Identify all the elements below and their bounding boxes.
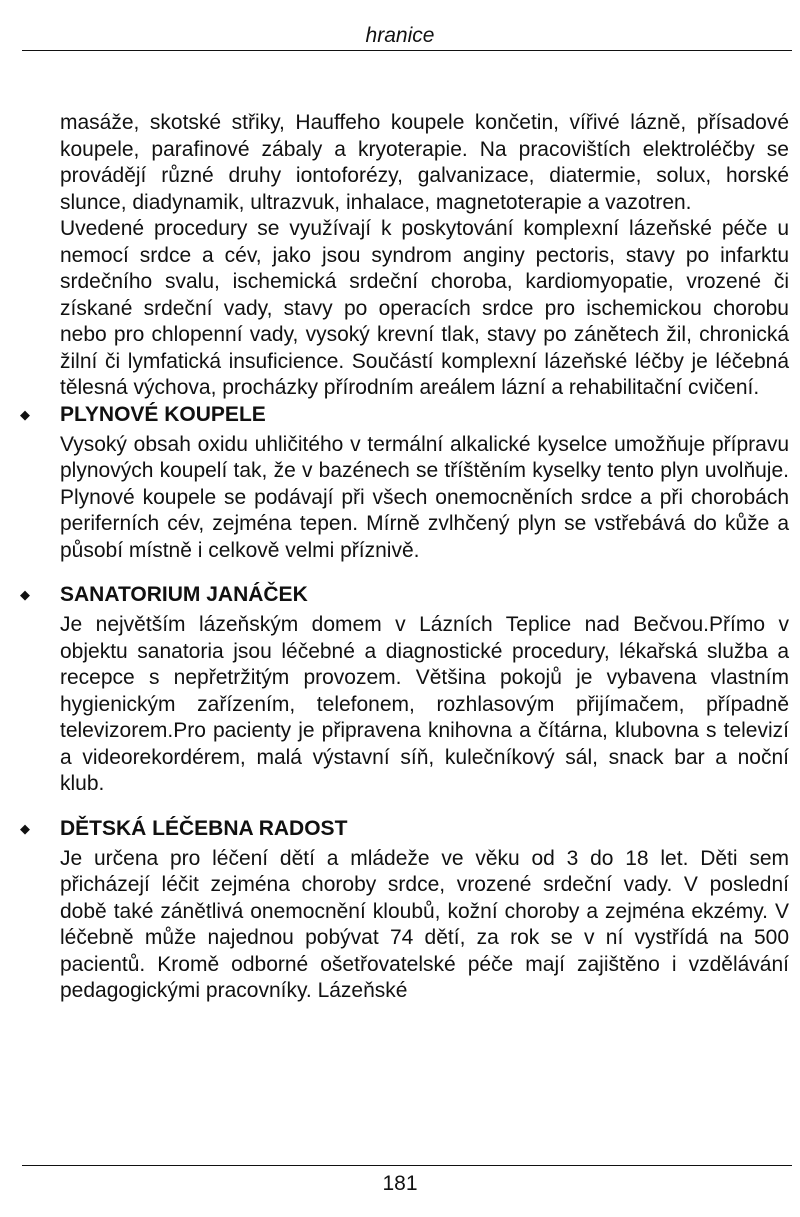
section-heading	[20, 816, 789, 842]
diamond-bullet-icon: ◆	[20, 820, 30, 836]
section-body: Je největším lázeňským domem v Lázních Teplice nad Bečvou.Přímo v objektu sanatoria jsou léčebné a diagnostické procedury, lékařská služba a recepce s nepřetržitým provozem. Většina pokojů je vybavena vlastním hygienickým zařízením, telefonem, rozhlasovým přijímačem, případně televizorem.Pro pacienty je připravena knihovna a čítárna, klubovna s televizí a videorekordérem, malá výstavní síň, kulečníkový sál, snack bar a noční klub.	[60, 613, 789, 795]
section-heading-text: SANATORIUM JANÁČEK	[60, 583, 308, 606]
section-plynove-koupele	[20, 402, 789, 565]
page-body	[20, 110, 789, 1023]
diamond-bullet-icon: ◆	[20, 587, 30, 602]
page-number: 181	[382, 1172, 418, 1195]
paragraph-procedures: masáže, skotské střiky, Hauffeho koupele končetin, vířivé lázně, přísadové koupele, parafinové zábaly a kryoterapie. Na pracovištích elektroléčby se provádějí různé druhy iontoforézy, galvanizace, diatermie, solux, horské slunce, diadynamik, ultrazvuk, inhalace, magnetoterapie a vazotren.	[60, 111, 789, 214]
diamond-bullet-icon: ◆	[20, 406, 30, 422]
section-heading	[20, 582, 789, 608]
section-heading-text: PLYNOVÉ KOUPELE	[60, 402, 266, 426]
section-body: Je určena pro léčení dětí a mládeže ve věku od 3 do 18 let. Děti sem přicházejí léčit zejména choroby srdce, vrozené srdeční vady. V poslední době také zánětlivá onemocnění kloubů, kožní choroby a zejména ekzémy. V léčebně může najednou pobývat 74 dětí, za rok se v ní vystřídá na 500 pacientů. Kromě odborné ošetřovatelské péče mají zajištěno i vzdělávání pedagogickými pracovníky. Lázeňské	[60, 846, 789, 1002]
section-detska-lecebna-radost	[20, 816, 789, 1005]
footer-rule	[22, 1165, 792, 1166]
section-heading	[20, 402, 789, 428]
running-header: hranice	[365, 24, 435, 47]
section-body: Vysoký obsah oxidu uhličitého v termální alkalické kyselce umožňuje přípravu plynových koupelí tak, že v bazénech se tříštěním kyselky tento plyn uvolňuje. Plynové koupele se podávají při všech onemocněních srdce a při chorobách periferních cév, zejména tepen. Mírně zvlhčený plyn se vstřebává do kůže a působí místně i celkově velmi příznivě.	[60, 432, 789, 562]
paragraph-indications: Uvedené procedury se využívají k poskytování komplexní lázeňské péče u nemocí srdce a cév, jako jsou syndrom anginy pectoris, stavy po infarktu srdečního svalu, ischemická srdeční choroba, kardiomyopatie, vrozené či získané srdeční vady, stavy po operacích srdce pro ischemickou chorobu nebo pro chlopenní vady, vysoký krevní tlak, stavy po zánětech žil, chronická žilní či lymfatická insuficience. Součástí komplexní lázeňské léčby je léčebná tělesná výchova, procházky přírodním areálem lázní a rehabilitační cvičení.	[60, 217, 789, 399]
section-sanatorium-janacek	[20, 582, 789, 798]
section-heading-text: DĚTSKÁ LÉČEBNA RADOST	[60, 816, 348, 840]
header-rule	[22, 50, 792, 51]
